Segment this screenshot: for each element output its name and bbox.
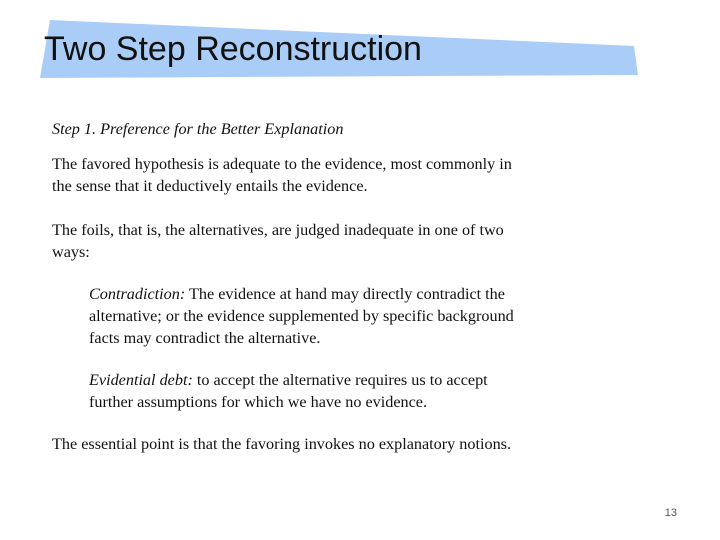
evidential-debt-item <box>89 369 529 413</box>
contradiction-lead: Contradiction: <box>89 285 186 303</box>
evidential-debt-lead: Evidential debt: <box>89 371 193 389</box>
evidential-debt-text: to accept the alternative requires us to accept further assumptions for which we have no evidence. <box>89 371 488 411</box>
step-heading: Step 1. Preference for the Better Explanation <box>52 120 344 138</box>
contradiction-item <box>89 283 529 349</box>
slide-body <box>52 118 532 455</box>
paragraph-foils: The foils, that is, the alternatives, are judged inadequate in one of two ways: <box>52 221 504 261</box>
contradiction-text: The evidence at hand may directly contradict the alternative; or the evidence supplemented by specific background facts may contradict the alternative. <box>89 285 514 347</box>
slide-title: Two Step Reconstruction <box>44 30 422 68</box>
paragraph-essential-point: The essential point is that the favoring invokes no explanatory notions. <box>52 435 512 453</box>
paragraph-adequacy: The favored hypothesis is adequate to the evidence, most commonly in the sense that it deductively entails the evidence. <box>52 155 512 195</box>
slide-number: 13 <box>664 507 677 519</box>
